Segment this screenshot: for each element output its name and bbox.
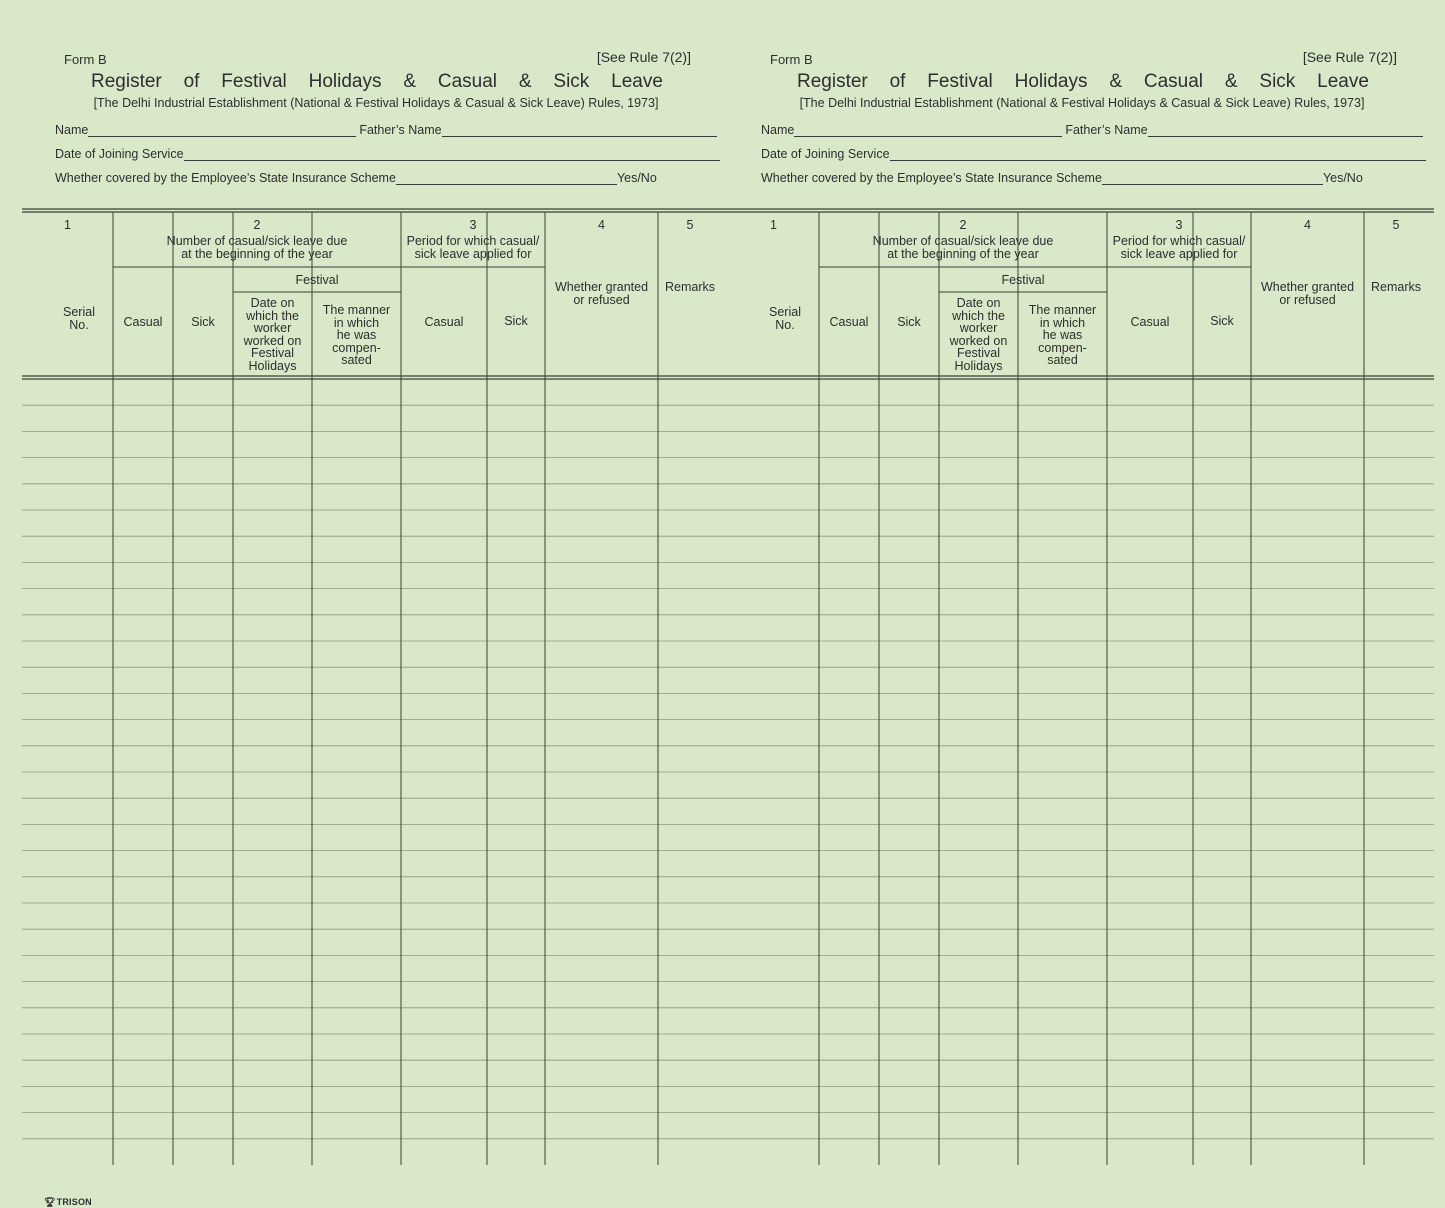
manner-compensated-header: The manner in which he was compen- sated — [1028, 303, 1097, 367]
title-word: Holidays — [1014, 71, 1088, 92]
sick-applied-header: Sick — [1210, 314, 1234, 328]
rule-reference: [See Rule 7(2)] — [1302, 49, 1397, 65]
name-label: Name — [761, 123, 795, 137]
form-label: Form B — [770, 52, 813, 67]
joining-label: Date of Joining Service — [761, 147, 890, 161]
form-subtitle: [The Delhi Industrial Establishment (National & Festival Holidays & Casual & Sick Leave) Rules, 1973] — [93, 96, 659, 110]
brand-footer — [44, 1197, 92, 1208]
granted-refused-header: Whether granted or refused — [554, 280, 649, 307]
remarks-header: Remarks — [1370, 280, 1421, 294]
rule-reference: [See Rule 7(2)] — [596, 49, 691, 65]
yes-no-label[interactable]: Yes/No — [1322, 171, 1363, 185]
column-number: 5 — [1392, 218, 1400, 232]
title-word: Register — [797, 71, 868, 92]
column-number: 3 — [469, 218, 477, 232]
date-worked-header: Date on which the worker worked on Festival Holidays — [243, 296, 302, 373]
casual-applied-header: Casual — [424, 315, 464, 329]
title-word: Festival — [221, 71, 287, 92]
serial-no-header: Serial No. — [63, 305, 95, 332]
column-number: 2 — [959, 218, 967, 232]
column-number: 1 — [770, 218, 777, 232]
period-applied-header: Period for which casual/ sick leave applied for — [1112, 234, 1246, 261]
title-word: Casual — [1143, 71, 1204, 92]
column-number: 2 — [253, 218, 261, 232]
esi-label: Whether covered by the Employee’s State Insurance Scheme — [55, 171, 396, 185]
sick-header: Sick — [191, 315, 215, 329]
date-worked-header: Date on which the worker worked on Festival Holidays — [949, 296, 1008, 373]
casual-header: Casual — [829, 315, 869, 329]
remarks-header: Remarks — [664, 280, 715, 294]
column-number: 1 — [64, 218, 71, 232]
period-applied-header: Period for which casual/ sick leave applied for — [406, 234, 540, 261]
father-name-label: Father’s Name — [1065, 123, 1148, 137]
trison-logo-icon: 🏆︎ — [44, 1197, 56, 1207]
title-word: Casual — [437, 71, 498, 92]
title-word: Register — [91, 71, 162, 92]
sick-applied-header: Sick — [504, 314, 528, 328]
serial-no-header: Serial No. — [769, 305, 801, 332]
granted-refused-header: Whether granted or refused — [1260, 280, 1355, 307]
joining-label: Date of Joining Service — [55, 147, 184, 161]
form-label: Form B — [64, 52, 107, 67]
title-word: & — [518, 71, 532, 92]
form-subtitle: [The Delhi Industrial Establishment (National & Festival Holidays & Casual & Sick Leave) Rules, 1973] — [799, 96, 1365, 110]
name-label: Name — [55, 123, 89, 137]
column-number: 4 — [598, 218, 605, 232]
title-word: & — [403, 71, 417, 92]
title-word: Sick — [553, 71, 590, 92]
title-word: Holidays — [308, 71, 382, 92]
esi-label: Whether covered by the Employee’s State Insurance Scheme — [761, 171, 1102, 185]
festival-header: Festival — [295, 273, 339, 287]
title-word: Festival — [927, 71, 993, 92]
title-word: & — [1109, 71, 1123, 92]
brand-name: TRISON — [56, 1197, 92, 1207]
column-number: 3 — [1175, 218, 1183, 232]
title-word: of — [889, 71, 906, 92]
casual-applied-header: Casual — [1130, 315, 1170, 329]
leave-due-header: Number of casual/sick leave due at the beginning of the year — [872, 234, 1054, 261]
column-number: 5 — [686, 218, 694, 232]
casual-header: Casual — [123, 315, 163, 329]
father-name-label: Father’s Name — [359, 123, 442, 137]
column-number: 4 — [1304, 218, 1311, 232]
sick-header: Sick — [897, 315, 921, 329]
title-word: Leave — [611, 71, 663, 92]
title-word: & — [1224, 71, 1238, 92]
festival-header: Festival — [1001, 273, 1045, 287]
title-word: of — [183, 71, 200, 92]
title-word: Leave — [1317, 71, 1369, 92]
yes-no-label[interactable]: Yes/No — [616, 171, 657, 185]
manner-compensated-header: The manner in which he was compen- sated — [322, 303, 391, 367]
leave-due-header: Number of casual/sick leave due at the beginning of the year — [166, 234, 348, 261]
title-word: Sick — [1259, 71, 1296, 92]
